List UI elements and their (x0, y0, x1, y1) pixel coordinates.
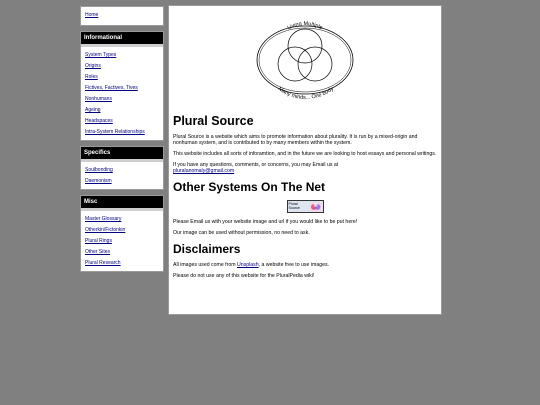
banner-image-icon (310, 202, 321, 212)
plural-source-banner[interactable] (287, 200, 324, 213)
sidebar-item-origins[interactable]: Origins (85, 63, 101, 69)
logo-bottom-text: Many minds... One body (276, 86, 335, 102)
sidebar-item-plural-rings[interactable]: Plural Rings (85, 238, 112, 244)
misc-section (80, 195, 164, 272)
section-title: Informational (81, 32, 163, 47)
sidebar-item-otherkin[interactable]: Otherkin/Fictonkin (85, 227, 126, 233)
sidebar-item-fictives[interactable]: Fictives, Factives, Tives (85, 85, 138, 91)
contact-paragraph (173, 162, 437, 174)
includes-text: This website includes all sorts of inforamtion, and in the future we are looking to host essays and personal writings. (173, 151, 437, 157)
email-link[interactable]: pluralanomaly@gmail.com (173, 168, 235, 174)
sidebar-item-roles[interactable]: Roles (85, 74, 98, 80)
images-suffix: , a website free to use images. (258, 262, 330, 268)
sidebar-item-intra-system[interactable]: Intra-System Relationships (85, 129, 145, 135)
informational-list (81, 47, 163, 140)
sidebar (80, 6, 164, 277)
specifics-list (81, 162, 163, 189)
logo-top-text: Living Multiple (286, 20, 324, 32)
images-prefix: All images used come from (173, 262, 236, 268)
banner-text (289, 203, 310, 211)
contact-text: If you have any questions, comments, or concerns, you may Email us at (173, 162, 339, 168)
email-request-text: Please Email us with your website image and url if you would like to be put here! (173, 219, 358, 225)
section-title: Misc (81, 196, 163, 211)
disclaimers-heading: Disclaimers (173, 242, 241, 256)
other-systems-heading: Other Systems On The Net (173, 180, 326, 194)
image-permission-text: Our image can be used without permission, no need to ask. (173, 230, 310, 236)
sidebar-item-other-sites[interactable]: Other Sites (85, 249, 111, 255)
sidebar-item-nonhumans[interactable]: Nonhumans (85, 96, 112, 102)
logo (173, 6, 437, 108)
sidebar-item-headspaces[interactable]: Headspaces (85, 118, 113, 124)
banner-wrap (173, 200, 437, 213)
banner-line-1: Plural (288, 201, 298, 206)
intro-text: Plural Source is a website which aims to promote information about plurality. It is run by a mixed-origin and nonhuman system, and is contributed to by many members within the system. (173, 134, 418, 146)
pluralpedia-notice: Please do not use any of this website for the PluralPedia wiki! (173, 273, 315, 279)
specifics-section (80, 146, 164, 190)
venn-logo-icon (253, 14, 357, 104)
sidebar-item-system-types[interactable]: System Types (85, 52, 117, 58)
unsplash-link[interactable]: Unsplash (237, 262, 259, 268)
misc-list (81, 211, 163, 271)
sidebar-item-ageing[interactable]: Ageing (85, 107, 101, 113)
images-credit (173, 262, 437, 268)
home-box (80, 6, 164, 26)
banner-line-2: Source (288, 205, 300, 210)
home-link[interactable]: Home (85, 12, 99, 18)
informational-section (80, 31, 164, 141)
sidebar-item-master-glossary[interactable]: Master Glossary (85, 216, 122, 222)
page-title: Plural Source (173, 114, 254, 128)
sidebar-item-daemonism[interactable]: Daemonism (85, 178, 112, 184)
sidebar-item-plural-research[interactable]: Plural Research (85, 260, 121, 266)
main-content (168, 5, 442, 315)
section-title: Specifics (81, 147, 163, 162)
sidebar-item-soulbonding[interactable]: Soulbonding (85, 167, 113, 173)
